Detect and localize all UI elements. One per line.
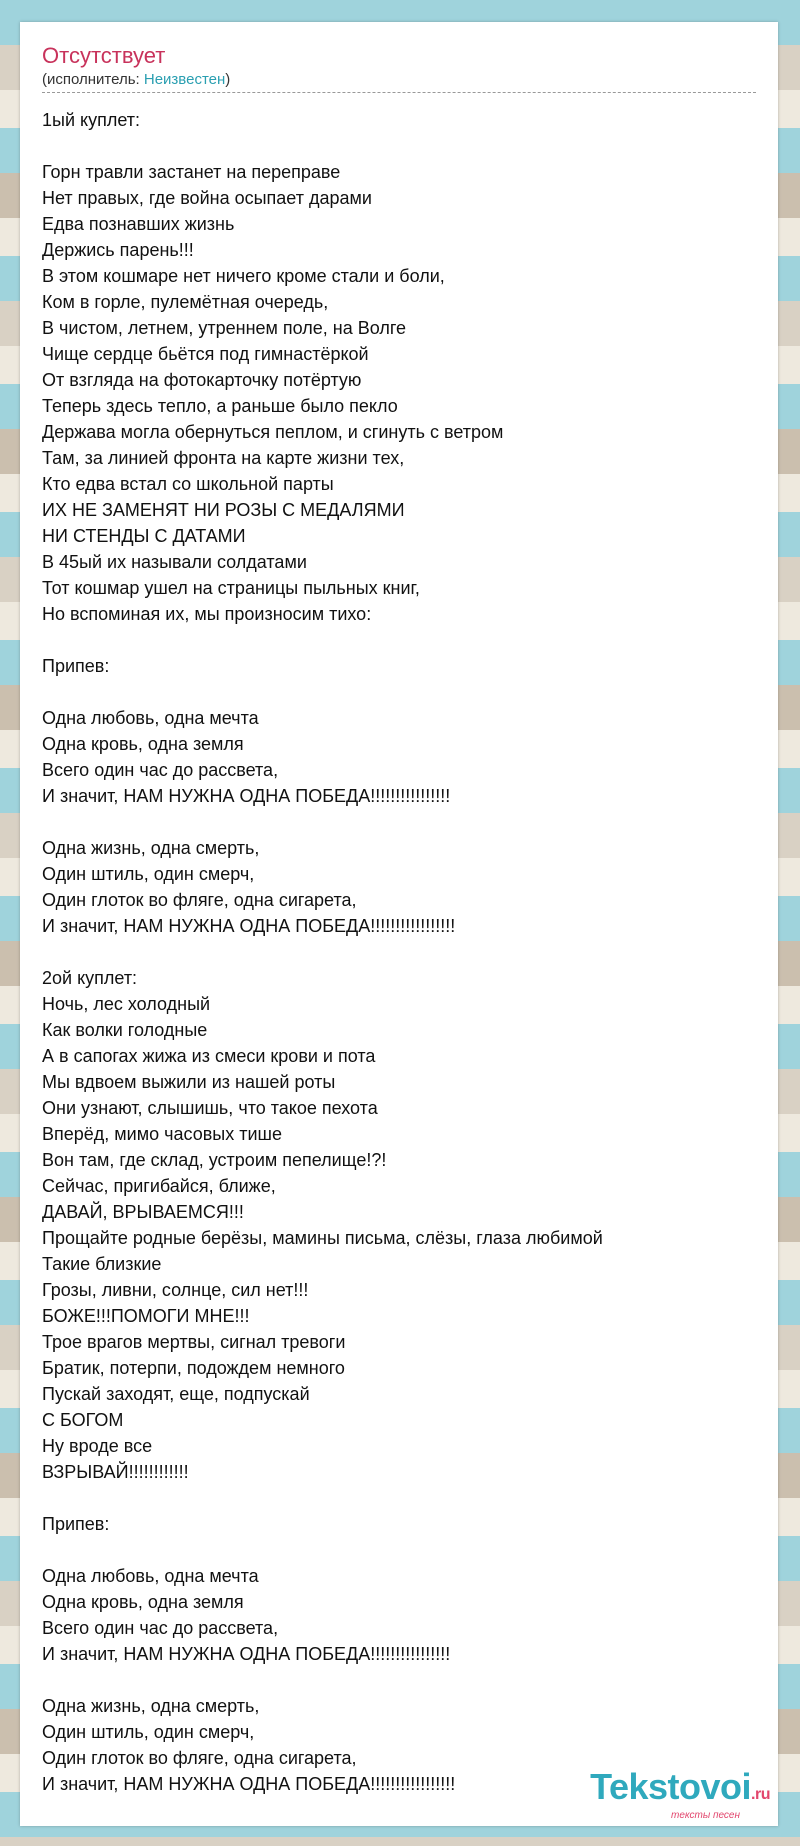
artist-line	[42, 70, 756, 90]
lyric-line: Вон там, где склад, устроим пепелище!?!	[42, 1150, 387, 1170]
lyric-line: ИХ НЕ ЗАМЕНЯТ НИ РОЗЫ С МЕДАЛЯМИ	[42, 500, 405, 520]
lyric-line: Сейчас, пригибайся, ближе,	[42, 1176, 276, 1196]
artist-prefix: (исполнитель:	[42, 71, 144, 88]
lyric-line: Чище сердце бьётся под гимнастёркой	[42, 344, 369, 364]
lyric-line: Теперь здесь тепло, а раньше было пекло	[42, 396, 398, 416]
lyric-line	[42, 679, 762, 705]
lyric-line: А в сапогах жижа из смеси крови и пота	[42, 1046, 376, 1066]
lyric-line: Едва познавших жизнь	[42, 214, 235, 234]
lyric-line: Там, за линией фронта на карте жизни тех,	[42, 448, 405, 468]
lyric-line: Одна жизнь, одна смерть,	[42, 838, 260, 858]
lyric-line: Вперёд, мимо часовых тише	[42, 1124, 282, 1144]
lyric-line: Одна кровь, одна земля	[42, 1592, 244, 1612]
artist-suffix: )	[225, 71, 231, 88]
lyric-line: И значит, НАМ НУЖНА ОДНА ПОБЕДА!!!!!!!!!!!!!!!!!	[42, 1774, 456, 1794]
logo-wordmark	[590, 1768, 770, 1814]
lyric-line: Кто едва встал со школьной парты	[42, 474, 334, 494]
lyric-line: Одна жизнь, одна смерть,	[42, 1696, 260, 1716]
lyric-line: Трое врагов мертвы, сигнал тревоги	[42, 1332, 346, 1352]
song-title: Отсутствует	[42, 43, 166, 68]
lyric-line	[42, 1537, 762, 1563]
lyric-line: Держись парень!!!	[42, 240, 194, 260]
lyric-line: Один глоток во фляге, одна сигарета,	[42, 890, 357, 910]
lyric-line: Ночь, лес холодный	[42, 994, 211, 1014]
lyric-line: 1ый куплет:	[42, 110, 140, 130]
lyric-line	[42, 939, 762, 965]
lyric-line: Ком в горле, пулемётная очередь,	[42, 292, 329, 312]
lyric-line: Держава могла обернуться пеплом, и сгинуть с ветром	[42, 422, 504, 442]
lyric-line	[42, 133, 762, 159]
lyric-line: И значит, НАМ НУЖНА ОДНА ПОБЕДА!!!!!!!!!!!!!!!!!	[42, 916, 456, 936]
lyric-line: Ну вроде все	[42, 1436, 153, 1456]
lyric-line: И значит, НАМ НУЖНА ОДНА ПОБЕДА!!!!!!!!!!!!!!!!	[42, 786, 451, 806]
lyric-line: Всего один час до рассвета,	[42, 760, 279, 780]
lyric-line: Припев:	[42, 656, 110, 676]
lyric-line: В этом кошмаре нет ничего кроме стали и боли,	[42, 266, 445, 286]
lyric-line: В чистом, летнем, утреннем поле, на Волге	[42, 318, 407, 338]
lyric-line: Одна любовь, одна мечта	[42, 708, 259, 728]
lyric-line: Всего один час до рассвета,	[42, 1618, 279, 1638]
lyric-line: НИ СТЕНДЫ С ДАТАМИ	[42, 526, 246, 546]
lyric-line: Одна любовь, одна мечта	[42, 1566, 259, 1586]
lyric-line: БОЖЕ!!!ПОМОГИ МНЕ!!!	[42, 1306, 250, 1326]
song-header	[42, 42, 756, 93]
lyric-line: От взгляда на фотокарточку потёртую	[42, 370, 362, 390]
lyric-line: И значит, НАМ НУЖНА ОДНА ПОБЕДА!!!!!!!!!!!!!!!!	[42, 1644, 451, 1664]
lyric-line	[42, 627, 762, 653]
site-logo[interactable]	[590, 1768, 770, 1821]
lyric-line	[42, 1485, 762, 1511]
logo-name: Tekstovoi	[590, 1766, 752, 1807]
lyrics-card	[20, 22, 778, 1826]
lyric-line: Но вспоминая их, мы произносим тихо:	[42, 604, 372, 624]
lyric-line: Один штиль, один смерч,	[42, 864, 255, 884]
lyric-line: Тот кошмар ушел на страницы пыльных книг,	[42, 578, 420, 598]
logo-tld: .ru	[751, 1786, 770, 1803]
artist-link[interactable]: Неизвестен	[143, 71, 226, 88]
lyric-line: Нет правых, где война осыпает дарами	[42, 188, 372, 208]
lyric-line: С БОГОМ	[42, 1410, 124, 1430]
lyric-line: ВЗРЫВАЙ!!!!!!!!!!!!	[42, 1462, 189, 1482]
lyric-line: В 45ый их называли солдатами	[42, 552, 307, 572]
header-divider	[42, 92, 756, 93]
logo-tagline: тексты песен	[671, 1810, 740, 1821]
lyric-line: Такие близкие	[42, 1254, 162, 1274]
lyric-line: Как волки голодные	[42, 1020, 208, 1040]
lyric-line: Горн травли застанет на переправе	[42, 162, 341, 182]
lyric-line: Братик, потерпи, подождем немного	[42, 1358, 345, 1378]
lyric-line: 2ой куплет:	[42, 968, 138, 988]
lyric-line: ДАВАЙ, ВРЫВАЕМСЯ!!!	[42, 1202, 244, 1222]
lyrics-text	[42, 107, 762, 1797]
lyric-line: Один глоток во фляге, одна сигарета,	[42, 1748, 357, 1768]
lyric-line: Прощайте родные берёзы, мамины письма, слёзы, глаза любимой	[42, 1228, 603, 1248]
lyric-line: Один штиль, один смерч,	[42, 1722, 255, 1742]
lyric-line: Грозы, ливни, солнце, сил нет!!!	[42, 1280, 309, 1300]
lyric-line: Припев:	[42, 1514, 110, 1534]
lyric-line: Одна кровь, одна земля	[42, 734, 244, 754]
lyric-line: Пускай заходят, еще, подпускай	[42, 1384, 310, 1404]
lyric-line	[42, 1667, 762, 1693]
lyric-line: Мы вдвоем выжили из нашей роты	[42, 1072, 336, 1092]
lyric-line	[42, 809, 762, 835]
lyric-line: Они узнают, слышишь, что такое пехота	[42, 1098, 378, 1118]
